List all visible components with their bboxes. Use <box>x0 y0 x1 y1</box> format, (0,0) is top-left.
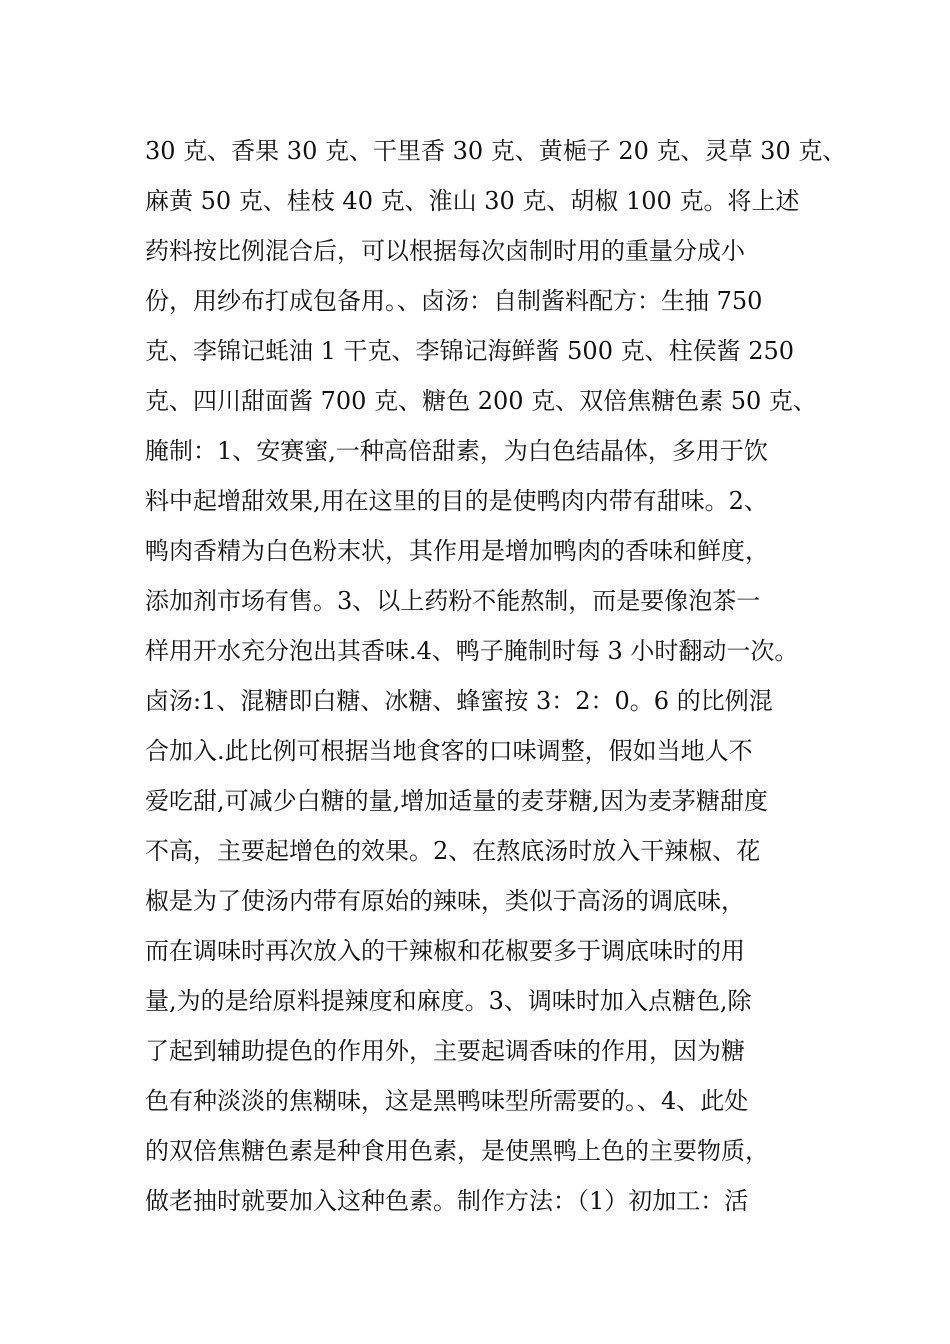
text-line-18: 量,为的是给原料提辣度和麻度。3、调味时加入点糖色,除 <box>145 987 752 1015</box>
text-line-12: 卤汤:1、混糖即白糖、冰糖、蜂蜜按 3：2：0。6 的比例混 <box>145 687 773 715</box>
text-line-6: 克、四川甜面酱 700 克、糖色 200 克、双倍焦糖色素 50 克、 <box>145 387 817 415</box>
text-line-21: 的双倍焦糖色素是种食用色素，是使黑鸭上色的主要物质， <box>145 1137 769 1165</box>
text-line-14: 爱吃甜,可减少白糖的量,增加适量的麦芽糖,因为麦茅糖甜度 <box>145 787 768 815</box>
text-line-19: 了起到辅助提色的作用外，主要起调香味的作用，因为糖 <box>145 1037 745 1065</box>
text-line-22: 做老抽时就要加入这种色素。制作方法：（1）初加工：活 <box>145 1187 749 1215</box>
text-line-3: 药料按比例混合后，可以根据每次卤制时用的重量分成小 <box>145 237 745 265</box>
text-line-16: 椒是为了使汤内带有原始的辣味，类似于高汤的调底味， <box>145 887 745 915</box>
text-line-4: 份，用纱布打成包备用。、卤汤：自制酱料配方：生抽 750 <box>145 287 763 315</box>
text-line-11: 样用开水充分泡出其香味.4、鸭子腌制时每 3 小时翻动一次。 <box>145 637 799 665</box>
body-text <box>145 126 845 1226</box>
text-line-17: 而在调味时再次放入的干辣椒和花椒要多于调底味时的用 <box>145 937 745 965</box>
text-line-8: 料中起增甜效果,用在这里的目的是使鸭肉内带有甜味。2、 <box>145 487 768 515</box>
text-line-10: 添加剂市场有售。3、以上药粉不能熬制，而是要像泡茶一 <box>145 587 761 615</box>
text-line-9: 鸭肉香精为白色粉末状，其作用是增加鸭肉的香味和鲜度， <box>145 537 769 565</box>
text-line-1: 30 克、香果 30 克、干里香 30 克、黄梔子 20 克、灵草 30 克、 <box>145 137 847 165</box>
text-line-20: 色有种淡淡的焦糊味，这是黑鸭味型所需要的。、4、此处 <box>145 1087 749 1115</box>
text-line-7: 腌制：1、安赛蜜,一种高倍甜素，为白色结晶体，多用于饮 <box>145 437 768 465</box>
text-line-2: 麻黄 50 克、桂枝 40 克、淮山 30 克、胡椒 100 克。将上述 <box>145 187 800 215</box>
text-line-5: 克、李锦记蚝油 1 干克、李锦记海鲜酱 500 克、柱侯酱 250 <box>145 337 795 365</box>
text-line-13: 合加入.此比例可根据当地食客的口味调整，假如当地人不 <box>145 737 753 765</box>
text-line-15: 不高，主要起增色的效果。2、在熬底汤时放入干辣椒、花 <box>145 837 761 865</box>
